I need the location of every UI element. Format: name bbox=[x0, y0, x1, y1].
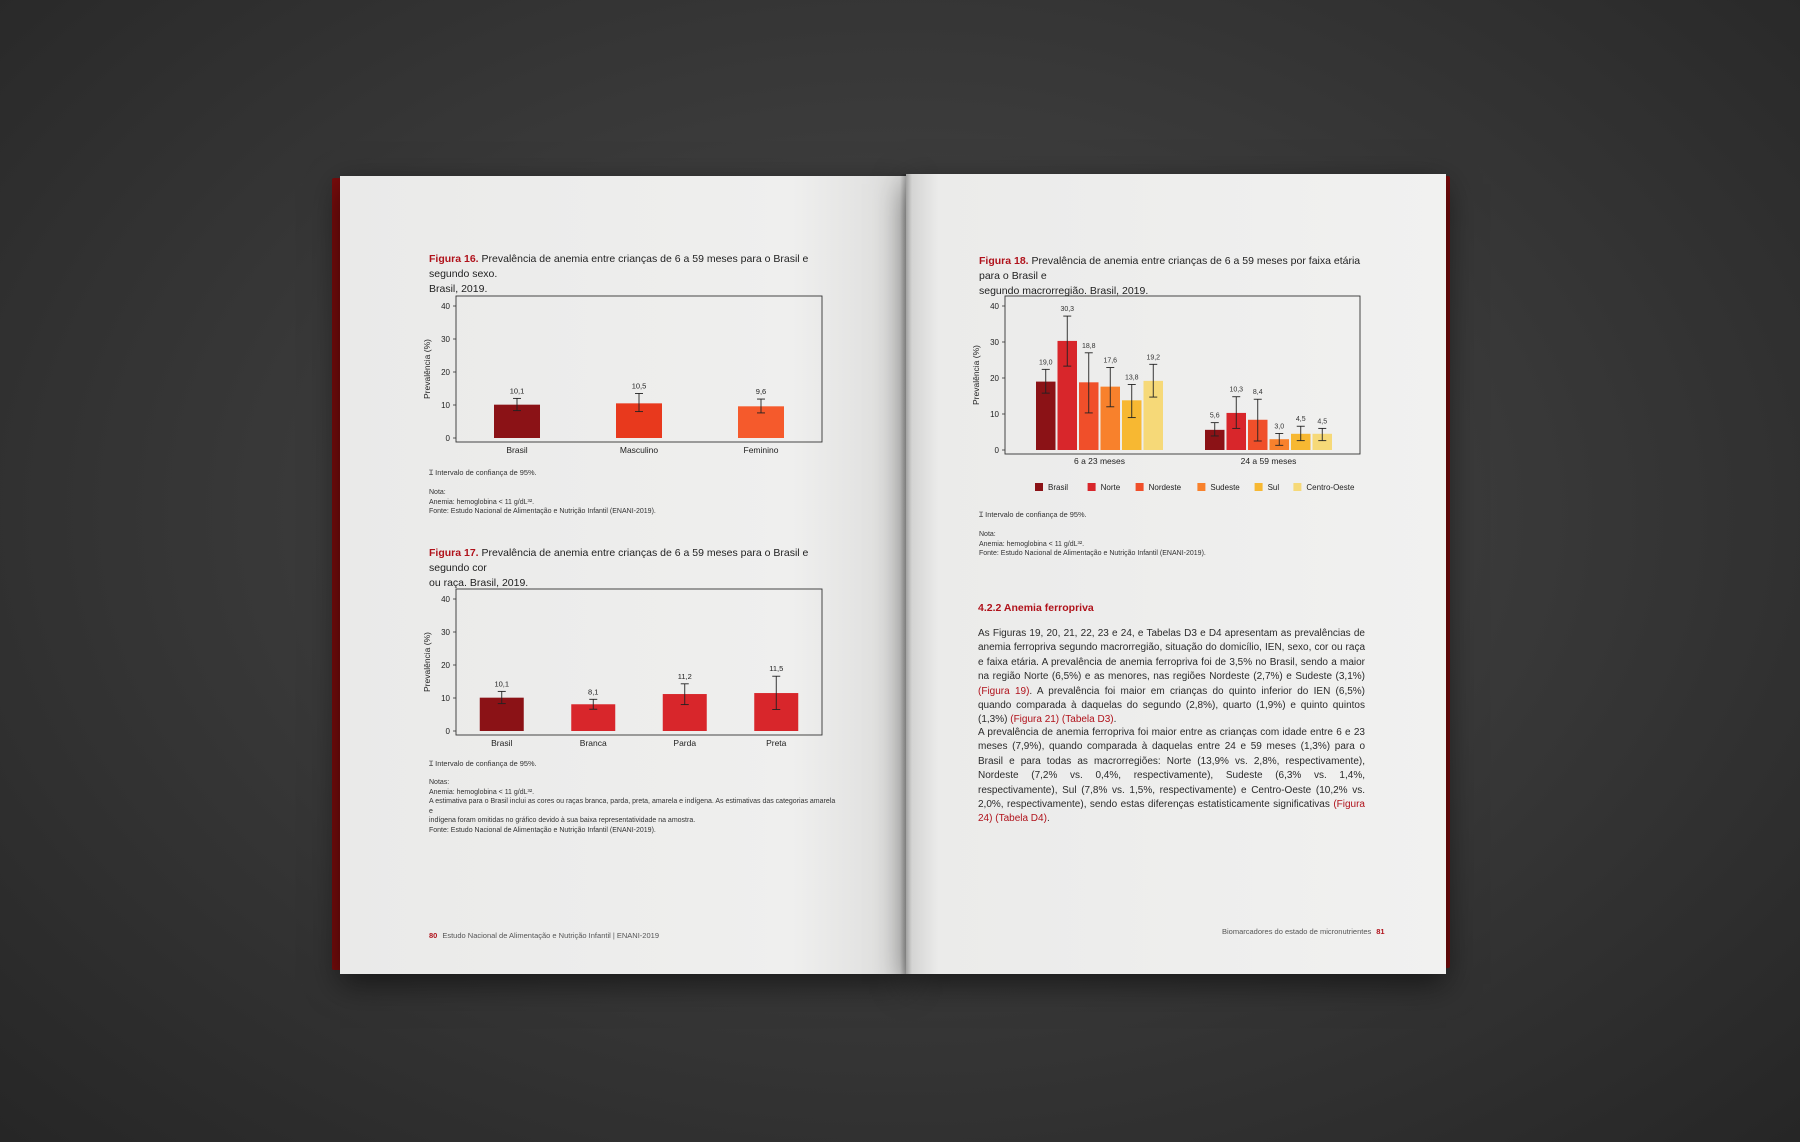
x-tick-label: 24 a 59 meses bbox=[1240, 456, 1297, 466]
legend-swatch bbox=[1035, 483, 1043, 491]
ci-note: Ɪ Intervalo de confiança de 95%. bbox=[429, 468, 537, 477]
footer-text: Biomarcadores do estado de micronutrientes bbox=[1222, 927, 1372, 936]
paragraph-text: A prevalência de anemia ferropriva foi maior entre as crianças com idade entre 6 e 23 meses (7,9%), quando comparada à daquelas entre 24 e 59 meses (1,3%) para o Brasil e para todas as macrorregiões: Norte (13,9% vs. 2,8%, respectivamente), Nordeste (7,2% vs. 0,4%, respectivamente), Sudeste (6,3% vs. 1,4%, respectivamente), Sul (7,8% vs. 1,5%, respectivamente) e Centro-Oeste (10,2% vs. 2,0%, respectivamente), sendo estas diferenças estatisticamente significativas bbox=[978, 727, 1365, 811]
data-label: 10,1 bbox=[494, 679, 510, 689]
footer-text: Estudo Nacional de Alimentação e Nutrição Infantil | ENANI-2019 bbox=[442, 931, 659, 940]
figure-label: Figura 18. bbox=[979, 255, 1029, 267]
ci-icon: Ɪ bbox=[429, 759, 434, 768]
data-label: 8,4 bbox=[1252, 389, 1263, 397]
x-tick-label: Feminino bbox=[743, 445, 779, 455]
y-tick-label: 20 bbox=[441, 368, 450, 377]
x-tick-label: Masculino bbox=[619, 445, 659, 455]
y-tick-label: 0 bbox=[445, 727, 450, 736]
data-label: 9,6 bbox=[755, 387, 767, 397]
legend-label: Brasil bbox=[1048, 483, 1069, 492]
cross-reference[interactable]: (Figura 19) bbox=[978, 685, 1030, 697]
ci-icon: Ɪ bbox=[429, 468, 434, 477]
x-tick-label: 6 a 23 meses bbox=[1073, 456, 1126, 466]
caption-text: segundo macrorregião. Brasil, 2019. bbox=[979, 285, 1149, 297]
y-tick-label: 10 bbox=[990, 410, 999, 419]
figure-17-notes: Notas: Anemia: hemoglobina < 11 g/dL³². A estimativa para o Brasil inclui as cores ou raças branca, parda, preta, amarela e indígena. As estimativas das categorias amarela e indígena foram omitidas no gráfico devido à sua baixa representatividade na amostra. Fonte: Estudo Nacional de Alimentação e Nutrição Infantil (ENANI-2019). bbox=[429, 779, 836, 834]
ci-icon: Ɪ bbox=[979, 510, 984, 519]
x-tick-label: Branca bbox=[579, 738, 607, 748]
y-tick-label: 30 bbox=[441, 628, 450, 637]
data-label: 30,3 bbox=[1060, 306, 1075, 314]
legend-label: Nordeste bbox=[1148, 483, 1182, 492]
data-label: 19,0 bbox=[1038, 359, 1053, 367]
y-tick-label: 30 bbox=[990, 338, 999, 347]
data-label: 10,3 bbox=[1229, 386, 1244, 394]
data-label: 19,2 bbox=[1146, 354, 1161, 362]
paragraph-text: . A prevalência foi maior em crianças do quinto inferior do IEN (6,5%) quando comparada à daquelas do segundo (2,8%), quarto (1,9%) e quinto quintos (1,3%) bbox=[978, 685, 1366, 726]
x-tick-label: Brasil bbox=[491, 738, 513, 748]
y-tick-label: 30 bbox=[441, 335, 450, 344]
x-tick-label: Parda bbox=[673, 738, 697, 748]
paragraph-text: . bbox=[1113, 714, 1117, 726]
caption-text: Prevalência de anemia entre crianças de 6 a 59 meses para o Brasil e segundo sexo. bbox=[429, 253, 809, 280]
caption-text: ou raça. Brasil, 2019. bbox=[429, 577, 529, 589]
data-label: 13,8 bbox=[1124, 374, 1139, 382]
data-label: 5,6 bbox=[1209, 412, 1220, 420]
y-tick-label: 0 bbox=[994, 446, 999, 455]
figure-18-notes: Nota: Anemia: hemoglobina < 11 g/dL³². Fonte: Estudo Nacional de Alimentação e Nutrição Infantil (ENANI-2019). bbox=[979, 531, 1206, 557]
data-label: 11,2 bbox=[677, 671, 692, 681]
data-label: 10,1 bbox=[509, 386, 525, 396]
legend-swatch bbox=[1293, 483, 1301, 491]
caption-text: Prevalência de anemia entre crianças de 6 a 59 meses para o Brasil e segundo cor bbox=[429, 547, 809, 574]
legend-swatch bbox=[1088, 483, 1096, 491]
y-tick-label: 40 bbox=[990, 302, 999, 311]
paragraph-text: . bbox=[1046, 813, 1050, 825]
paragraph-2 bbox=[978, 726, 1365, 827]
caption-text: Brasil, 2019. bbox=[429, 283, 488, 295]
data-label: 8,1 bbox=[588, 687, 599, 697]
right-footer bbox=[1222, 927, 1390, 936]
left-footer bbox=[429, 931, 659, 940]
legend-label: Sul bbox=[1267, 483, 1280, 492]
y-tick-label: 20 bbox=[990, 374, 999, 383]
data-label: 10,5 bbox=[631, 381, 647, 391]
figure-label: Figura 17. bbox=[429, 547, 479, 559]
figure-label: Figura 16. bbox=[429, 253, 479, 265]
x-tick-label: Brasil bbox=[506, 445, 528, 455]
legend-label: Norte bbox=[1100, 483, 1121, 492]
cross-reference[interactable]: (Figura 21) bbox=[1010, 714, 1060, 726]
section-title: 4.2.2 Anemia ferropriva bbox=[978, 602, 1094, 614]
ci-note: Ɪ Intervalo de confiança de 95%. bbox=[429, 759, 537, 768]
legend-label: Centro-Oeste bbox=[1306, 483, 1355, 492]
data-label: 17,6 bbox=[1103, 357, 1118, 365]
legend-swatch bbox=[1197, 483, 1205, 491]
y-tick-label: 10 bbox=[441, 694, 450, 703]
figure-16-caption bbox=[429, 252, 829, 297]
data-label: 11,5 bbox=[769, 664, 784, 674]
y-axis-label: Prevalência (%) bbox=[971, 345, 981, 405]
cross-reference[interactable]: (Figura 24) bbox=[978, 799, 1365, 825]
y-tick-label: 40 bbox=[441, 595, 450, 604]
legend-swatch bbox=[1255, 483, 1263, 491]
paragraph-text: As Figuras 19, 20, 21, 22, 23 e 24, e Tabelas D3 e D4 apresentam as prevalências de anemia ferropriva segundo macrorregião, situação do domicílio, IEN, sexo, cor ou raça e faixa etária. A prevalência de anemia ferropriva foi de 3,5% no Brasil, sendo a maior na região Norte (6,5%) e as menores, nas regiões Nordeste (2,7%) e Sudeste (3,1%) bbox=[978, 628, 1365, 683]
data-label: 4,5 bbox=[1317, 418, 1328, 426]
y-tick-label: 20 bbox=[441, 661, 450, 670]
data-label: 3,0 bbox=[1274, 423, 1285, 431]
figure-16-notes: Nota: Anemia: hemoglobina < 11 g/dL³². Fonte: Estudo Nacional de Alimentação e Nutrição Infantil (ENANI-2019). bbox=[429, 489, 656, 515]
ci-note: Ɪ Intervalo de confiança de 95%. bbox=[979, 510, 1087, 519]
cross-reference[interactable]: (Tabela D4) bbox=[995, 813, 1047, 825]
figure-16-chart bbox=[422, 292, 825, 455]
data-label: 4,5 bbox=[1295, 416, 1306, 424]
y-axis-label: Prevalência (%) bbox=[422, 339, 432, 399]
book-gutter bbox=[900, 174, 912, 974]
y-tick-label: 10 bbox=[441, 401, 450, 410]
y-axis-label: Prevalência (%) bbox=[422, 632, 432, 692]
figure-17-chart bbox=[422, 584, 825, 748]
cross-reference[interactable]: (Tabela D3) bbox=[1061, 714, 1114, 726]
legend-swatch bbox=[1136, 483, 1144, 491]
y-tick-label: 40 bbox=[441, 302, 450, 311]
x-tick-label: Preta bbox=[766, 738, 787, 748]
data-label: 18,8 bbox=[1081, 342, 1096, 350]
y-tick-label: 0 bbox=[445, 434, 450, 443]
page-number: 81 bbox=[1376, 927, 1385, 936]
legend-label: Sudeste bbox=[1210, 483, 1240, 492]
caption-text: Prevalência de anemia entre crianças de 6 a 59 meses por faixa etária para o Brasil e bbox=[979, 255, 1361, 282]
figure-18-chart bbox=[971, 290, 1370, 504]
paragraph-1 bbox=[978, 627, 1365, 728]
page-number: 80 bbox=[429, 931, 438, 940]
